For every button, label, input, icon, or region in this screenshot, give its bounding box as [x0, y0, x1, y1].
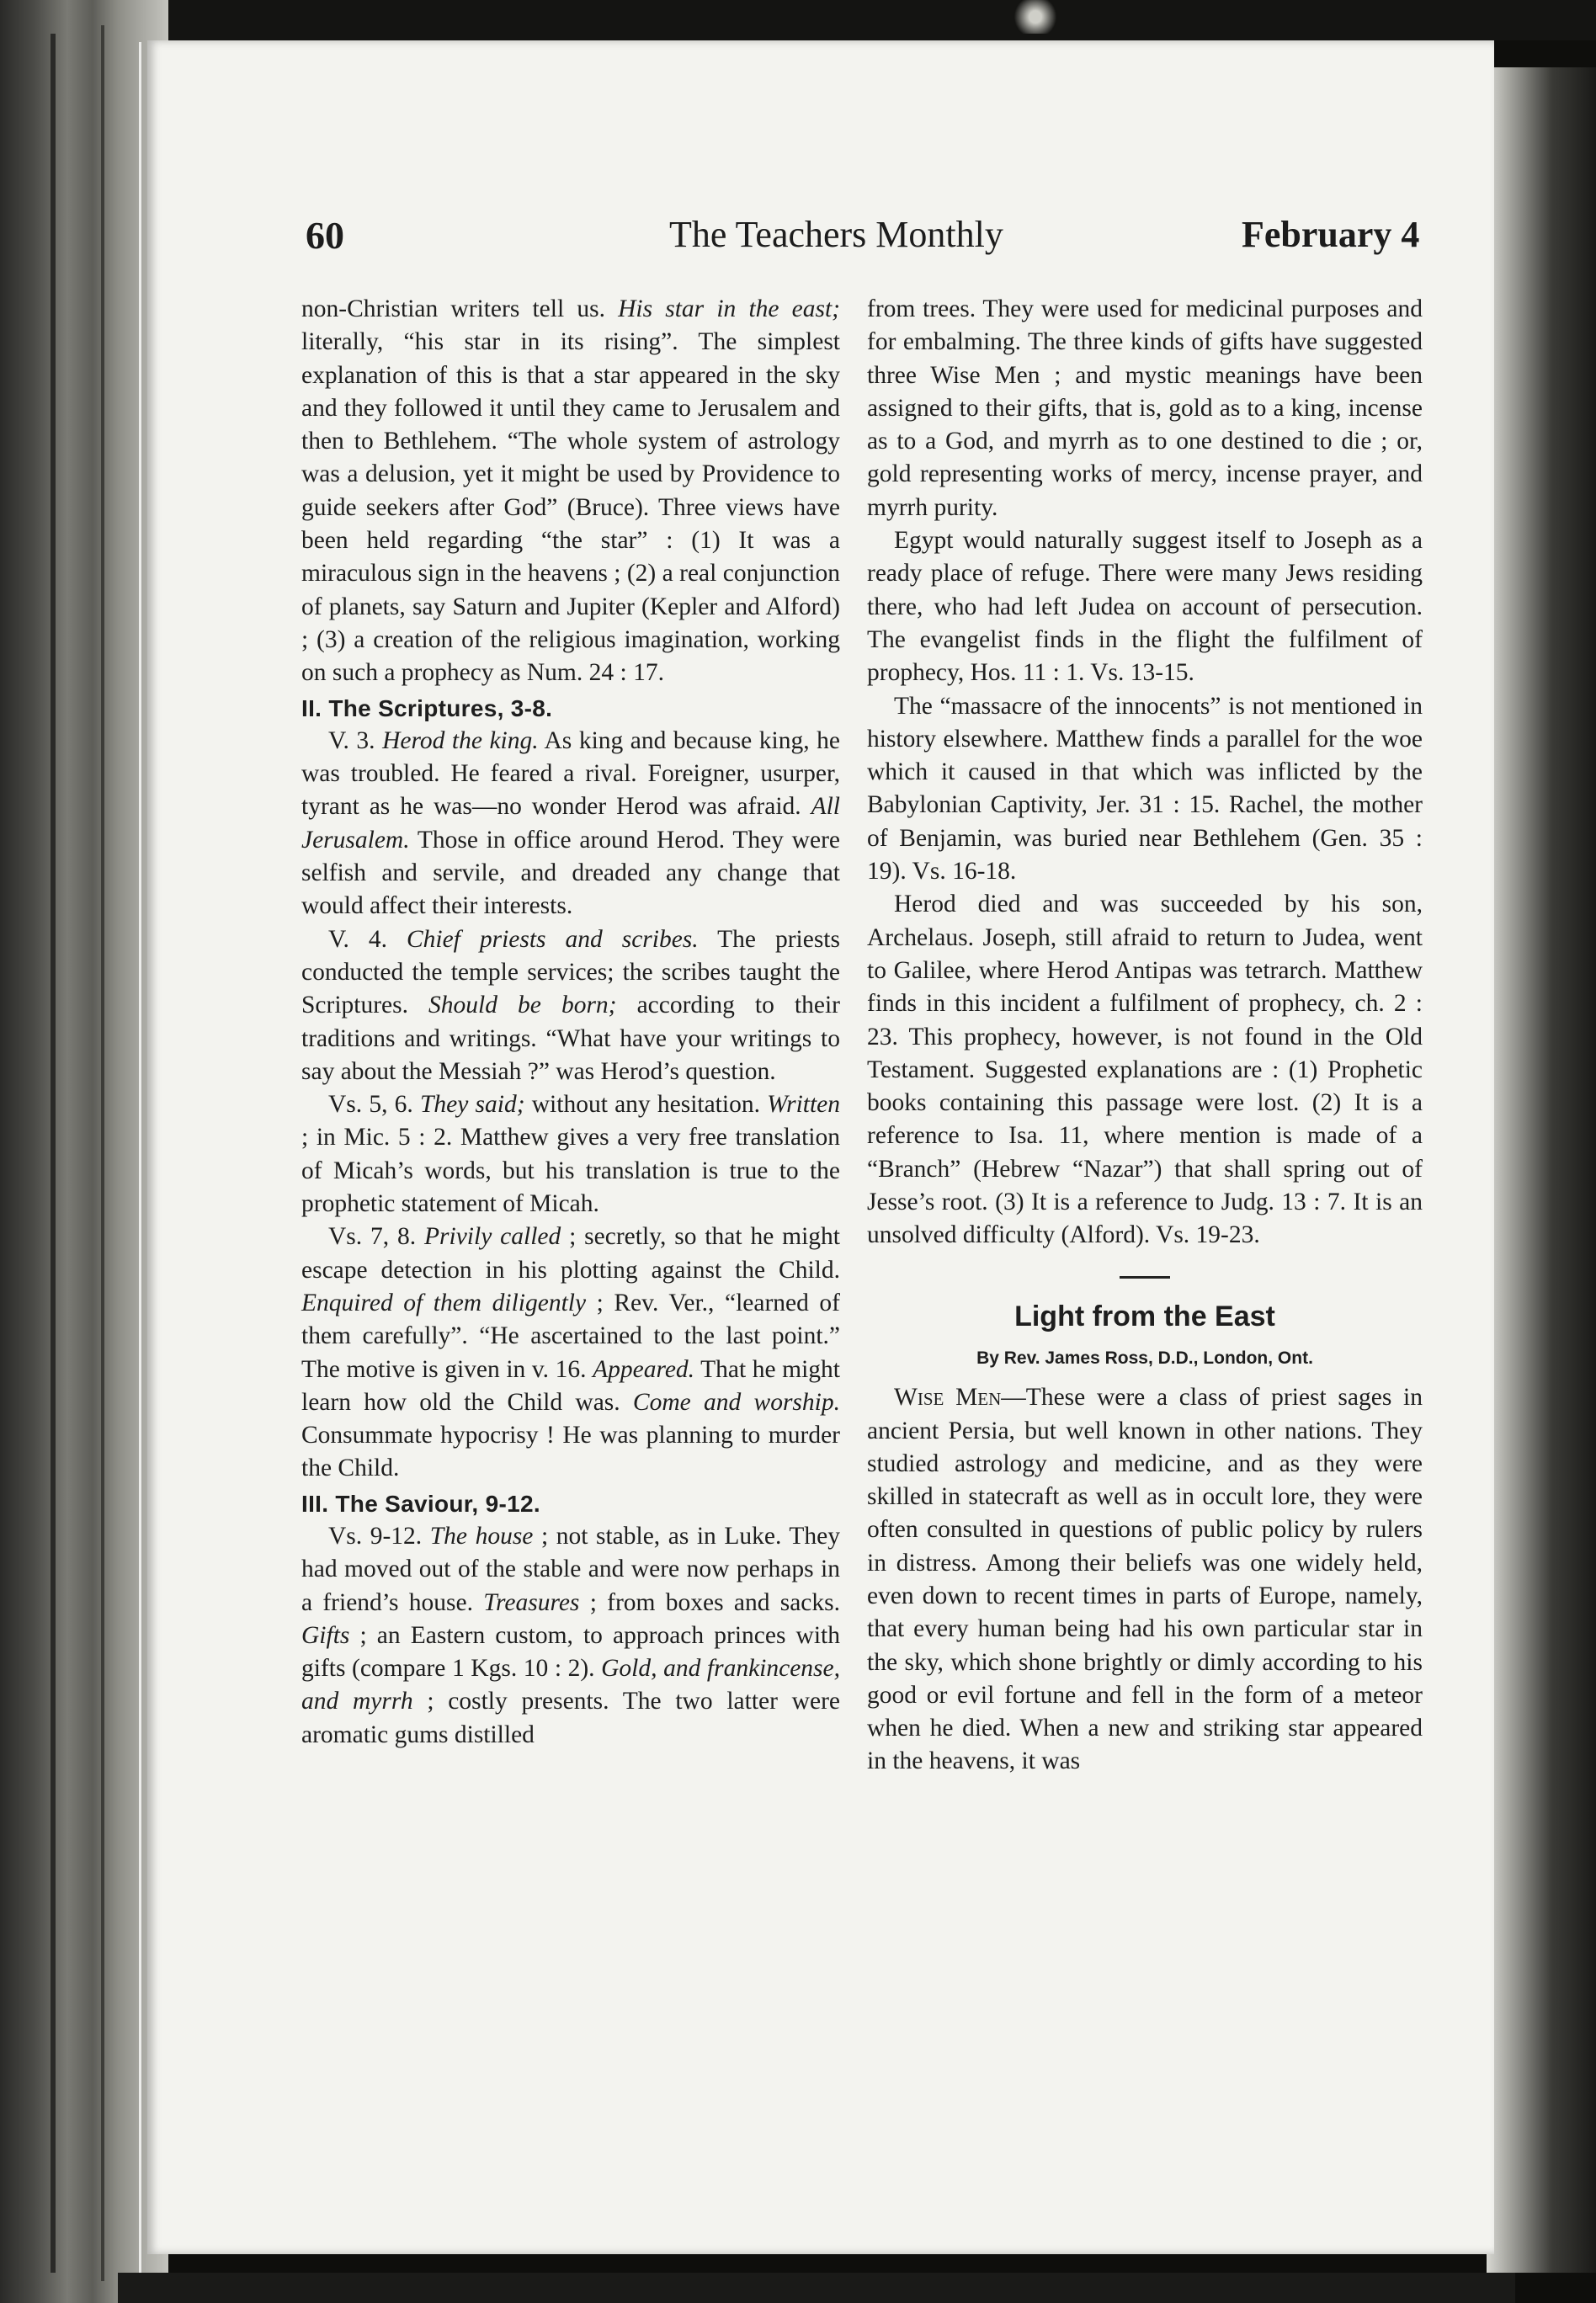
italic-phrase: Written	[767, 1091, 840, 1119]
journal-title: The Teachers Monthly	[669, 214, 1003, 255]
paragraph: Herod died and was succeeded by his son, Archelaus. Joseph, still afraid to return to Judea, went to Galilee, where Herod Antipas was tetrarch. Matthew finds in this incident a fulfilment of prophecy, ch. 2 : 23. This prophecy, however, is not found in the Old Testament. Suggested explanations are : (1) Prophetic books containing this passage were lost. (2) It is a reference to Isa. 11, where mention is made of a “Branch” (Hebrew “Nazar”) that shall spring out of Jesse’s root. (3) It is a reference to Judg. 13 : 7. It is an unsolved difficulty (Alford). Vs. 19-23.	[867, 891, 1423, 1249]
paragraph: from trees. They were used for medicinal purposes and for embalming. The three kinds of gifts have suggested three Wise Men ; and mystic meanings have been assigned to their gifts, that is, gold as to a king, incense as to a God, and myrrh as to one destined to die ; or, gold representing works of mercy, incense prayer, and myrrh purity.	[867, 295, 1423, 521]
italic-phrase: Gifts	[301, 1621, 350, 1649]
paragraph: Vs. 5, 6. They said; without any hesitation. Written ; in Mic. 5 : 2. Matthew gives a very free translation of Micah’s words, but his translation is true to the prophetic statement of Micah.	[301, 1091, 840, 1218]
book-page	[147, 40, 1494, 2254]
paragraph: Vs. 9-12. The house ; not stable, as in Luke. They had moved out of the stable and were now perhaps in a friend’s house. Treasures ; from boxes and sacks. Gifts ; an Eastern custom, to approach princes with gifts (compare 1 Kgs. 10 : 2). Gold, and frankincense, and myrrh ; costly presents. The two latter were aromatic gums distilled	[301, 1522, 841, 1748]
page-edge-line	[51, 34, 56, 2273]
issue-date: February 4	[1242, 214, 1420, 255]
paragraph: V. 3. Herod the king. As king and because king, he was troubled. He feared a rival. Foreigner, usurper, tyrant as he was—no wonder Herod was afraid. All Jerusalem. Those in office around Herod. They were selfish and servile, and dreaded any change that would affect their interests.	[301, 726, 840, 920]
paragraph: V. 4. Chief priests and scribes. The priests conducted the temple services; the scribes taught the Scriptures. Should be born; according to their traditions and writings. “What have your writings to say about the Messiah ?” was Herod’s question.	[301, 925, 840, 1085]
running-head	[147, 213, 1494, 272]
italic-phrase: Should be born;	[428, 992, 617, 1019]
italic-phrase: Chief priests and scribes.	[406, 925, 699, 953]
paragraph-body: —These were a class of priest sages in ancient Persia, but well known in other nations. They studied astrology and medicine, and as they were skilled in statecraft as well as in occult lore, they were often consulted in questions of public policy by rulers in distress. Among their beliefs was one widely held, even down to recent times in parts of Europe, namely, that every human being had his own particular star in the sky, which shone brightly or dimly according to his good or evil fortune and fell in the form of a meteor when he died. When a new and striking star appeared in the heavens, it was	[867, 1384, 1423, 1775]
italic-phrase: Privily called	[424, 1223, 561, 1251]
left-page-stack	[0, 0, 168, 2303]
italic-phrase: Herod the king.	[382, 726, 539, 754]
article-title: Light from the East	[1014, 1300, 1275, 1332]
italic-phrase: His star in the east;	[618, 295, 840, 322]
byline: By Rev. James Ross, D.D., London, Ont.	[976, 1348, 1313, 1368]
paragraph	[867, 1381, 1423, 1779]
italic-phrase: The house	[429, 1522, 534, 1550]
italic-phrase: Treasures	[483, 1588, 580, 1616]
page-number: 60	[306, 214, 344, 257]
page-edge-line	[139, 42, 141, 2273]
page-edge-line	[101, 25, 104, 2281]
italic-phrase: Appeared.	[593, 1355, 695, 1383]
italic-phrase: Gold, and frankincense, and myrrh	[301, 1655, 840, 1715]
italic-phrase: Enquired of them diligently	[301, 1289, 587, 1316]
right-page-edge	[1487, 67, 1596, 2273]
paragraph: non-Christian writers tell us. His star in the east; literally, “his star in its rising”. The simplest explanation of this is that a star appeared in the sky and they followed it until they came to Jerusalem and then to Bethlehem. “The whole system of astrology was a delusion, yet it might be used by Providence to guide seekers after God” (Bruce). Three views have been held regarding “the star” : (1) It was a miraculous sign in the heavens ; (2) a real conjunction of planets, say Saturn and Jupiter (Kepler and Alford) ; (3) a creation of the religious imagination, working on such a prophecy as Num. 24 : 17.	[301, 295, 840, 687]
left-column	[301, 293, 840, 1752]
section-heading: III. The Saviour, 9-12.	[301, 1490, 540, 1517]
dust-speck	[1010, 0, 1061, 34]
italic-phrase: Come and worship.	[632, 1388, 840, 1416]
paragraph: Egypt would naturally suggest itself to Joseph as a ready place of refuge. There were many Jews residing there, who had left Judea on account of persecution. The evangelist finds in the flight the fulfilment of prophecy, Hos. 11 : 1. Vs. 13-15.	[867, 527, 1423, 687]
film-bottom-border	[118, 2273, 1515, 2303]
italic-phrase: They said;	[420, 1091, 525, 1119]
lead-small-caps: Wise Men	[894, 1384, 1002, 1412]
right-column	[867, 293, 1423, 1779]
paragraph: Vs. 7, 8. Privily called ; secretly, so that he might escape detection in his plotting against the Child. Enquired of them diligently ; Rev. Ver., “learned of them carefully”. “He ascertained to the last point.” The motive is given in v. 16. Appeared. That he might learn how old the Child was. Come and worship. Consummate hypocrisy ! He was planning to murder the Child.	[301, 1223, 840, 1482]
paragraph: The “massacre of the innocents” is not mentioned in history elsewhere. Matthew finds a parallel for the woe which it caused in that which was inflicted by the Babylonian Captivity, Jer. 31 : 15. Rachel, the mother of Benjamin, was buried near Bethlehem (Gen. 35 : 19). Vs. 16-18.	[867, 692, 1423, 886]
film-top-border	[0, 0, 1596, 40]
italic-phrase: All Jerusalem.	[301, 793, 840, 854]
section-divider	[1120, 1276, 1170, 1279]
section-heading: II. The Scriptures, 3-8.	[301, 694, 553, 721]
